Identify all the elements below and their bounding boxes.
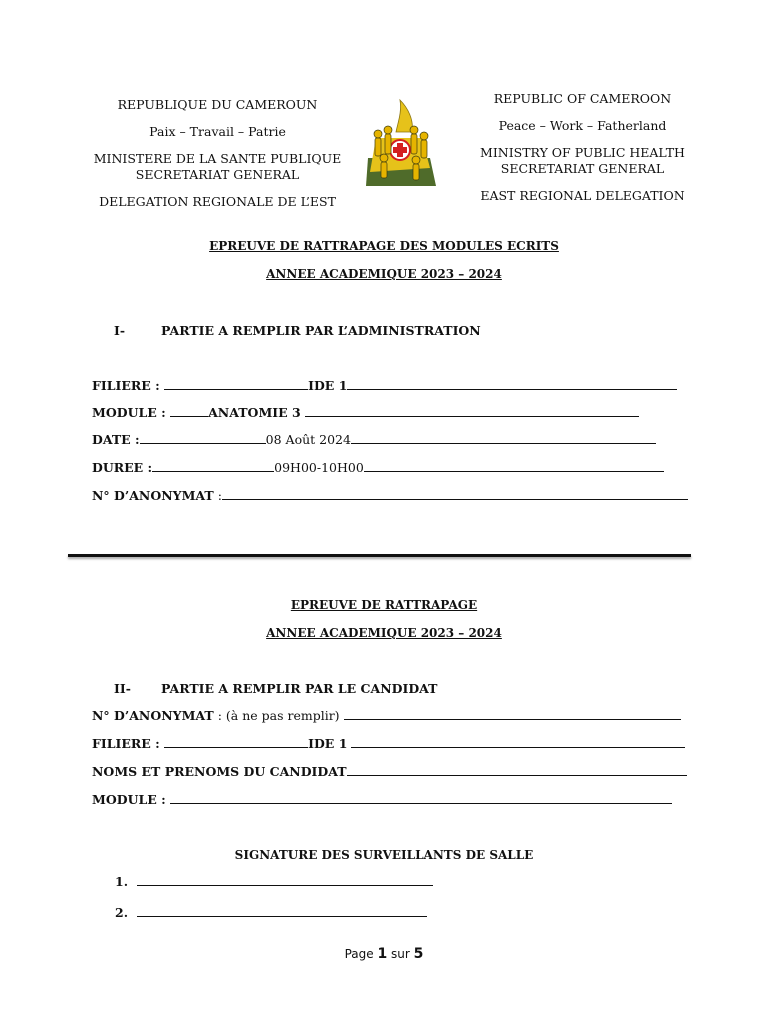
module-blank-end[interactable] xyxy=(305,405,639,417)
anonymat-sep: : xyxy=(213,488,222,503)
filiere-value: IDE 1 xyxy=(308,378,348,393)
candidate-name-row xyxy=(92,764,687,779)
cameroon-health-emblem-icon xyxy=(356,98,440,190)
header-right-secretariat: SECRETARIAT GENERAL xyxy=(500,161,665,176)
date-blank-end[interactable] xyxy=(351,432,656,444)
date-row xyxy=(92,432,656,447)
exam-title-2: EPREUVE DE RATTRAPAGE xyxy=(290,598,478,612)
header-left-ministry: MINISTERE DE LA SANTE PUBLIQUE xyxy=(93,151,342,166)
header-left-delegation: DELEGATION REGIONALE DE L’EST xyxy=(99,194,336,209)
duree-value: 09H00-10H00 xyxy=(274,460,364,475)
header-left-motto: Paix – Travail – Patrie xyxy=(149,124,286,139)
duree-blank[interactable] xyxy=(152,460,274,472)
filiere-blank[interactable] xyxy=(164,378,308,390)
module-row xyxy=(92,405,639,420)
candidate-filiere-value: IDE 1 xyxy=(308,736,348,751)
exam-title: EPREUVE DE RATTRAPAGE DES MODULES ECRITS xyxy=(209,239,559,253)
signature-number-1: 1. xyxy=(115,874,129,889)
candidate-module-label: MODULE : xyxy=(92,792,171,807)
date-blank[interactable] xyxy=(140,432,266,444)
candidate-filiere-blank-end[interactable] xyxy=(351,736,685,748)
section-title: PARTIE A REMPLIR PAR L’ADMINISTRATION xyxy=(161,323,481,338)
header-right-delegation: EAST REGIONAL DELEGATION xyxy=(480,188,685,203)
candidate-anonymat-label: N° D’ANONYMAT xyxy=(92,708,214,723)
candidate-module-blank[interactable] xyxy=(170,792,672,804)
candidate-filiere-row xyxy=(92,736,685,751)
signature-blank-1[interactable] xyxy=(137,874,433,886)
signature-row-1 xyxy=(115,874,433,889)
date-label: DATE : xyxy=(92,432,140,447)
module-label: MODULE : xyxy=(92,405,171,420)
anonymat-blank[interactable] xyxy=(222,488,688,500)
header-right-motto: Peace – Work – Fatherland xyxy=(498,118,667,133)
duree-row xyxy=(92,460,664,475)
academic-year-2: ANNEE ACADEMIQUE 2023 – 2024 xyxy=(266,626,502,640)
candidate-name-label: NOMS ET PRENOMS DU CANDIDAT xyxy=(92,764,347,779)
footer-page: 1 xyxy=(377,946,388,962)
header-right-republic: REPUBLIC OF CAMEROON xyxy=(493,91,672,106)
filiere-label: FILIERE : xyxy=(92,378,165,393)
signature-number-2: 2. xyxy=(115,905,129,920)
candidate-filiere-blank[interactable] xyxy=(164,736,308,748)
header-left-republic: REPUBLIQUE DU CAMEROUN xyxy=(117,97,318,112)
section-title-2: PARTIE A REMPLIR PAR LE CANDIDAT xyxy=(161,681,438,696)
page-footer xyxy=(0,946,768,962)
duree-blank-end[interactable] xyxy=(364,460,664,472)
footer-prefix: Page xyxy=(344,947,378,961)
anonymat-label: N° D’ANONYMAT xyxy=(92,488,214,503)
section-number: I- xyxy=(114,323,126,338)
candidate-anonymat-blank[interactable] xyxy=(344,708,681,720)
filiere-blank-end[interactable] xyxy=(347,378,677,390)
signature-row-2 xyxy=(115,905,427,920)
footer-total: 5 xyxy=(413,946,424,962)
header-left-secretariat: SECRETARIAT GENERAL xyxy=(135,167,300,182)
anonymat-row xyxy=(92,488,688,503)
duree-label: DUREE : xyxy=(92,460,153,475)
date-value: 08 Août 2024 xyxy=(265,432,351,447)
candidate-filiere-label: FILIERE : xyxy=(92,736,165,751)
footer-middle: sur xyxy=(387,947,414,961)
module-blank[interactable] xyxy=(170,405,208,417)
module-value: ANATOMIE 3 xyxy=(208,405,301,420)
section-divider xyxy=(68,554,691,557)
section-number-2: II- xyxy=(114,681,131,696)
candidate-name-blank[interactable] xyxy=(347,764,687,776)
filiere-row xyxy=(92,378,677,393)
candidate-anonymat-note: : (à ne pas remplir) xyxy=(213,708,344,723)
academic-year: ANNEE ACADEMIQUE 2023 – 2024 xyxy=(266,267,502,281)
signature-blank-2[interactable] xyxy=(137,905,427,917)
candidate-anonymat-row xyxy=(92,708,681,723)
header-right-ministry: MINISTRY OF PUBLIC HEALTH xyxy=(480,145,685,160)
signatures-title: SIGNATURE DES SURVEILLANTS DE SALLE xyxy=(234,848,534,862)
candidate-module-row xyxy=(92,792,672,807)
